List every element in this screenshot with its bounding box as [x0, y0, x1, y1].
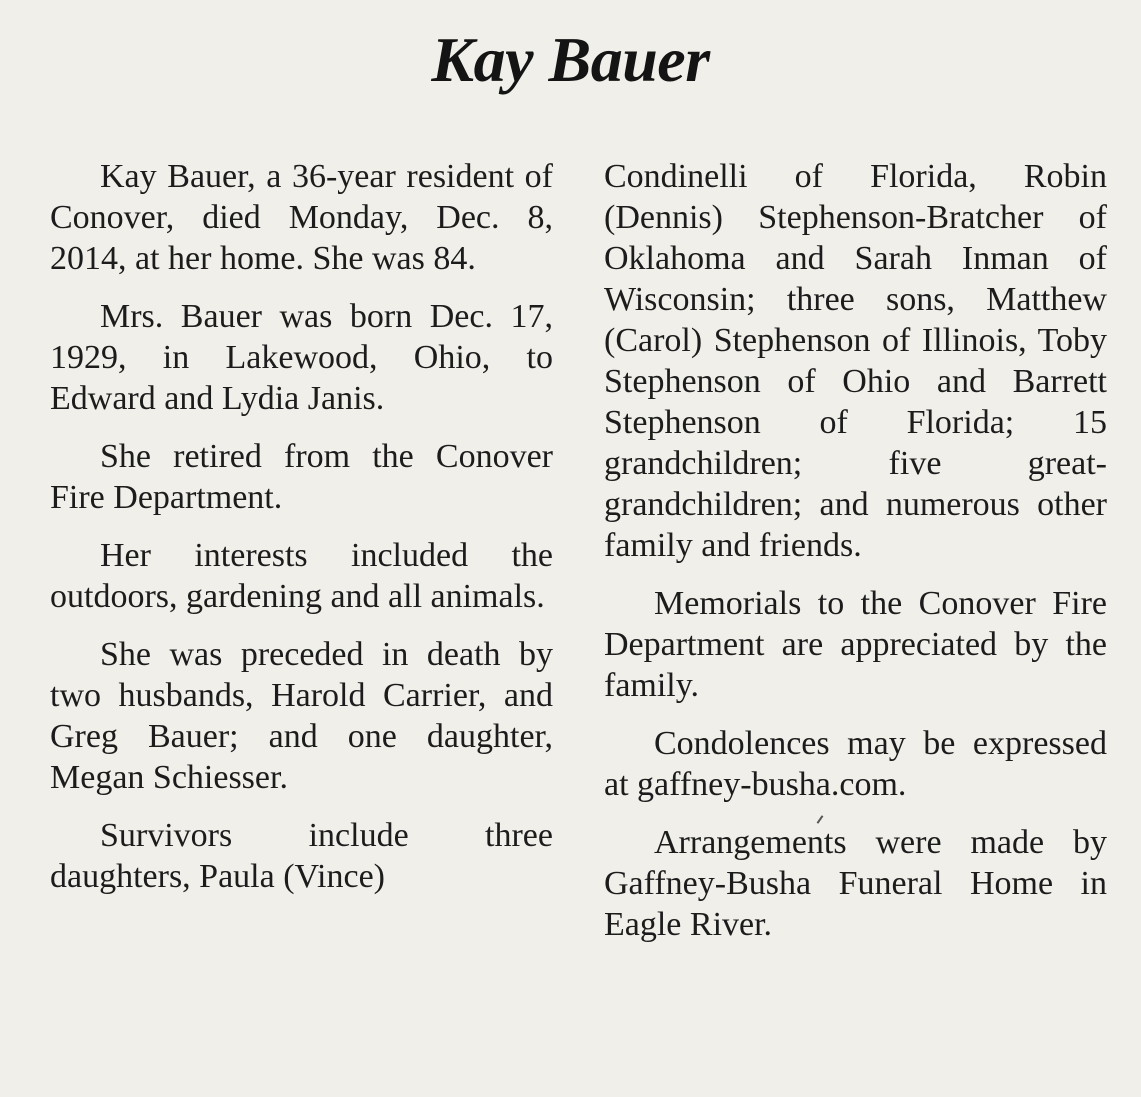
paragraph-interests: Her interests included the outdoors, gardening and all animals. [50, 537, 553, 615]
paragraph-preceded: She was preceded in death by two husbands, Harold Carrier, and Greg Bauer; and one daughter, Megan Schiesser. [50, 636, 553, 796]
paragraph-arrangements: Arrangements were made by Gaffney-Busha Funeral Home in Eagle River. [604, 824, 1107, 943]
paragraph-memorials: Memorials to the Conover Fire Department are appreciated by the family. [604, 585, 1107, 704]
paragraph-survivors-continued: Condinelli of Florida, Robin (Dennis) Stephenson-Bratcher of Oklahoma and Sarah Inman of Wisconsin; three sons, Matthew (Carol) Stephenson of Illinois, Toby Stephenson of Ohio and Barrett Stephenson of Florida; 15 grandchildren; five great-grandchildren; and numerous other family and friends. [604, 158, 1107, 564]
paragraph-residence: Kay Bauer, a 36-year resident of Conover, died Monday, Dec. 8, 2014, at her home. She was 84. [50, 158, 553, 277]
article-column-left [50, 156, 553, 897]
paragraph-survivors-start: Survivors include three daughters, Paula (Vince) [50, 817, 553, 895]
paragraph-career: She retired from the Conover Fire Department. [50, 438, 553, 516]
paragraph-birth: Mrs. Bauer was born Dec. 17, 1929, in Lakewood, Ohio, to Edward and Lydia Janis. [50, 298, 553, 417]
obituary-headline: Kay Bauer [431, 24, 710, 95]
paragraph-condolences: Condolences may be expressed at gaffney-busha.com. [604, 725, 1107, 803]
article-column-right [604, 156, 1107, 945]
